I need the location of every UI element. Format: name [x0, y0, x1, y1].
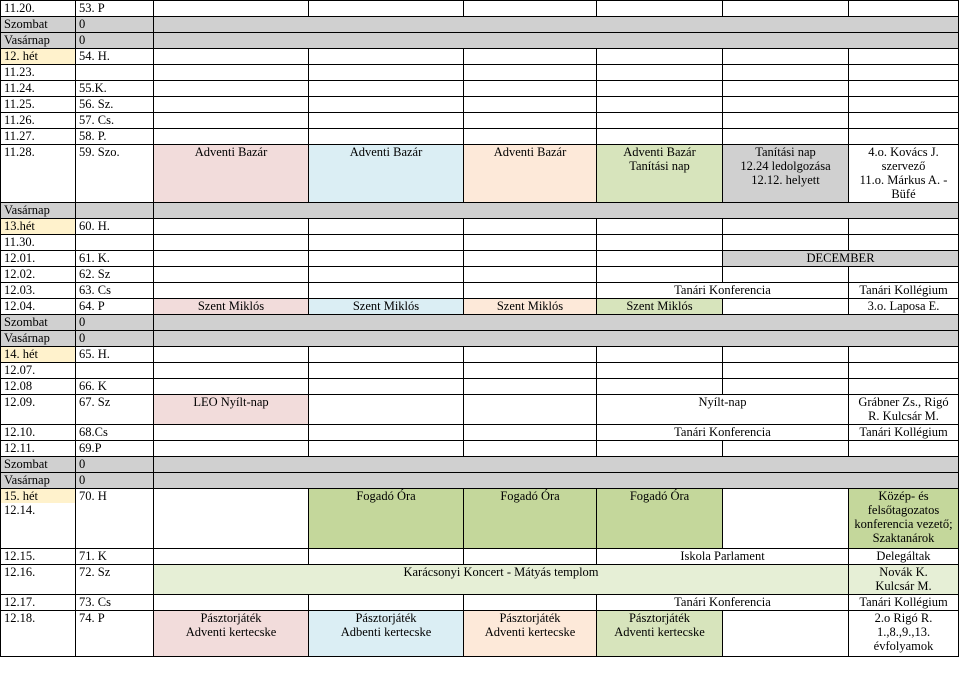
event-line: 11.o. Márkus A. -: [859, 173, 948, 187]
date-cell: Szombat: [1, 17, 76, 33]
date-cell: 12.09.: [1, 395, 76, 425]
event-cell: Szent Miklós: [309, 299, 464, 315]
table-row: [1, 595, 959, 611]
code-cell: 66. K: [76, 379, 154, 395]
responsible-cell: Tanári Kollégium: [849, 283, 959, 299]
code-cell: 0: [76, 33, 154, 49]
event-line: szervező: [881, 159, 926, 173]
code-cell: 59. Szo.: [76, 145, 154, 203]
table-row: [1, 441, 959, 457]
event-cell: Tanári Konferencia: [597, 283, 849, 299]
table-row: [1, 33, 959, 49]
responsible-cell: 3.o. Laposa E.: [849, 299, 959, 315]
responsible-cell: [849, 611, 959, 657]
date-cell: 12.18.: [1, 611, 76, 657]
date-cell: 11.26.: [1, 113, 76, 129]
event-cell: Tanári Konferencia: [597, 595, 849, 611]
responsible-cell: [849, 565, 959, 595]
event-line: Tanítási nap: [629, 159, 690, 173]
date-cell: Vasárnap: [1, 33, 76, 49]
event-line: Büfé: [891, 187, 916, 201]
code-cell: [76, 65, 154, 81]
table-row: [1, 65, 959, 81]
date-cell: 11.28.: [1, 145, 76, 203]
code-cell: 0: [76, 315, 154, 331]
code-cell: 60. H.: [76, 219, 154, 235]
event-cell: [597, 145, 723, 203]
event-cell: Karácsonyi Koncert - Mátyás templom: [154, 565, 849, 595]
event-line: Adbenti kertecske: [340, 625, 432, 639]
event-line: Pásztorjáték: [628, 611, 691, 625]
date-cell: 11.30.: [1, 235, 76, 251]
date-cell: Vasárnap: [1, 331, 76, 347]
date-cell: 12.15.: [1, 549, 76, 565]
date-cell: 12.08: [1, 379, 76, 395]
code-cell: 0: [76, 457, 154, 473]
event-line: Grábner Zs., Rigó: [858, 395, 949, 409]
code-cell: [76, 235, 154, 251]
date-label: 12.14.: [4, 503, 36, 517]
table-row: [1, 17, 959, 33]
event-cell: Szent Miklós: [464, 299, 597, 315]
code-cell: 62. Sz: [76, 267, 154, 283]
event-line: Tanítási nap: [755, 145, 816, 159]
table-row: [1, 1, 959, 17]
date-cell: 11.24.: [1, 81, 76, 97]
event-line: Pásztorjáték: [499, 611, 561, 625]
table-row: [1, 457, 959, 473]
event-cell: Tanári Konferencia: [597, 425, 849, 441]
table-row: [1, 145, 959, 203]
event-line: Adventi Bazár: [623, 145, 696, 159]
event-line: 1.,8.,9.,13.: [876, 625, 931, 639]
date-cell: 12.02.: [1, 267, 76, 283]
event-cell: [154, 611, 309, 657]
table-row: [1, 283, 959, 299]
code-cell: 71. K: [76, 549, 154, 565]
event-cell: [597, 611, 723, 657]
event-line: Kulcsár M.: [875, 579, 932, 593]
event-cell: Iskola Parlament: [597, 549, 849, 565]
code-cell: 70. H: [76, 489, 154, 549]
week-cell: 12. hét: [1, 49, 76, 65]
event-line: 4.o. Kovács J.: [868, 145, 939, 159]
code-cell: 69.P: [76, 441, 154, 457]
table-row: [1, 129, 959, 145]
code-cell: 68.Cs: [76, 425, 154, 441]
code-cell: 74. P: [76, 611, 154, 657]
table-row: [1, 347, 959, 363]
event-cell: Nyílt-nap: [597, 395, 849, 425]
table-row: [1, 97, 959, 113]
week-cell: 13.hét: [1, 219, 76, 235]
week-cell: 14. hét: [1, 347, 76, 363]
responsible-cell: Delegáltak: [849, 549, 959, 565]
date-cell: 12.17.: [1, 595, 76, 611]
code-cell: 56. Sz.: [76, 97, 154, 113]
table-row: [1, 113, 959, 129]
event-cell: Adventi Bazár: [464, 145, 597, 203]
code-cell: [76, 203, 154, 219]
date-cell: Szombat: [1, 457, 76, 473]
code-cell: 0: [76, 473, 154, 489]
event-line: Szaktanárok: [872, 531, 935, 545]
table-row: [1, 489, 959, 549]
event-line: Pásztorjáték: [355, 611, 417, 625]
event-line: Adventi kertecske: [185, 625, 277, 639]
code-cell: 67. Sz: [76, 395, 154, 425]
event-line: konferencia vezető;: [854, 517, 953, 531]
code-cell: 58. P.: [76, 129, 154, 145]
event-line: Novák K.: [879, 565, 928, 579]
table-row: [1, 549, 959, 565]
event-line: 12.12. helyett: [751, 173, 820, 187]
responsible-cell: [849, 395, 959, 425]
code-cell: 73. Cs: [76, 595, 154, 611]
table-row: [1, 331, 959, 347]
table-row: [1, 235, 959, 251]
table-row: [1, 611, 959, 657]
code-cell: 57. Cs.: [76, 113, 154, 129]
date-cell: 12.04.: [1, 299, 76, 315]
code-cell: 55.K.: [76, 81, 154, 97]
table-row: [1, 565, 959, 595]
responsible-cell: Tanári Kollégium: [849, 425, 959, 441]
table-row: [1, 473, 959, 489]
date-cell: Vasárnap: [1, 473, 76, 489]
responsible-cell: [849, 145, 959, 203]
table-row: [1, 251, 959, 267]
date-cell: 11.25.: [1, 97, 76, 113]
event-line: 12.24 ledolgozása: [740, 159, 831, 173]
table-row: [1, 267, 959, 283]
table-row: [1, 315, 959, 331]
code-cell: 53. P: [76, 1, 154, 17]
date-cell: 12.01.: [1, 251, 76, 267]
date-cell: 12.10.: [1, 425, 76, 441]
date-cell: [1, 489, 76, 549]
code-cell: 61. K.: [76, 251, 154, 267]
event-cell: LEO Nyílt-nap: [154, 395, 309, 425]
event-cell: Szent Miklós: [597, 299, 723, 315]
table-row: [1, 395, 959, 425]
code-cell: 0: [76, 331, 154, 347]
date-cell: 12.16.: [1, 565, 76, 595]
event-line: Pásztorjáték: [200, 611, 262, 625]
date-cell: 12.03.: [1, 283, 76, 299]
event-cell: Adventi Bazár: [309, 145, 464, 203]
event-line: 2.o Rigó R.: [874, 611, 933, 625]
responsible-cell: Tanári Kollégium: [849, 595, 959, 611]
code-cell: 54. H.: [76, 49, 154, 65]
table-row: [1, 379, 959, 395]
event-cell: Fogadó Óra: [309, 489, 464, 549]
event-line: évfolyamok: [873, 639, 934, 653]
event-cell: Szent Miklós: [154, 299, 309, 315]
code-cell: 65. H.: [76, 347, 154, 363]
event-line: Adventi kertecske: [484, 625, 576, 639]
table-row: [1, 425, 959, 441]
event-line: Közép- és: [878, 489, 929, 503]
date-cell: Szombat: [1, 315, 76, 331]
event-cell: [309, 611, 464, 657]
code-cell: 72. Sz: [76, 565, 154, 595]
code-cell: [76, 363, 154, 379]
table-row: [1, 81, 959, 97]
event-line: Adventi kertecske: [614, 625, 705, 639]
code-cell: 0: [76, 17, 154, 33]
event-line: felsőtagozatos: [867, 503, 940, 517]
responsible-cell: [849, 489, 959, 549]
event-cell: [723, 145, 849, 203]
code-cell: 63. Cs: [76, 283, 154, 299]
table-row: [1, 299, 959, 315]
event-cell: Fogadó Óra: [464, 489, 597, 549]
date-cell: 11.23.: [1, 65, 76, 81]
month-label: DECEMBER: [723, 251, 959, 267]
table-row: [1, 363, 959, 379]
date-cell: Vasárnap: [1, 203, 76, 219]
date-cell: 12.11.: [1, 441, 76, 457]
event-cell: Fogadó Óra: [597, 489, 723, 549]
table-row: [1, 219, 959, 235]
event-cell: Adventi Bazár: [154, 145, 309, 203]
code-cell: 64. P: [76, 299, 154, 315]
date-cell: 11.20.: [1, 1, 76, 17]
week-label: 15. hét: [1, 489, 75, 503]
date-cell: 12.07.: [1, 363, 76, 379]
table-row: [1, 203, 959, 219]
table-row: [1, 49, 959, 65]
event-line: R. Kulcsár M.: [868, 409, 939, 423]
event-cell: [464, 611, 597, 657]
date-cell: 11.27.: [1, 129, 76, 145]
